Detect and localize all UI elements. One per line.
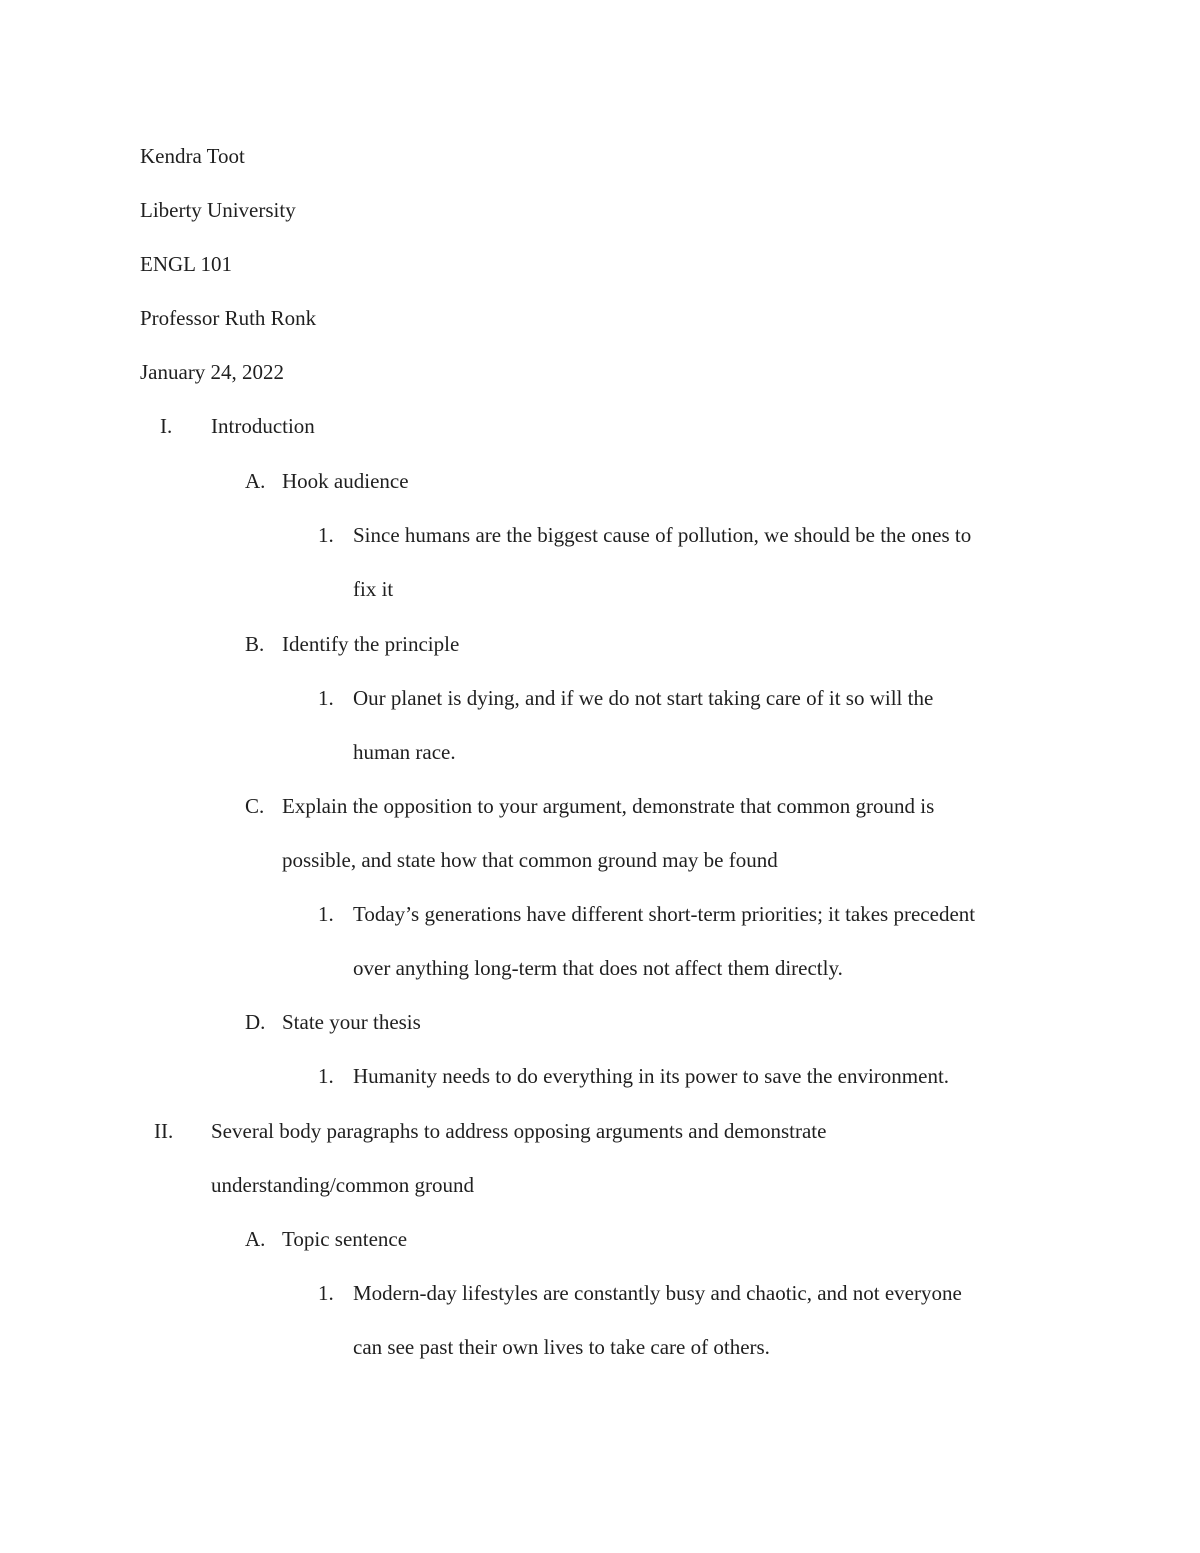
institution-name: Liberty University	[140, 198, 296, 222]
outline-point-text: fix it	[353, 577, 394, 601]
outline-point-text: Humanity needs to do everything in its power to save the environment.	[353, 1064, 950, 1088]
document-date: January 24, 2022	[140, 360, 285, 384]
section-heading: Several body paragraphs to address opposing arguments and demonstrate	[211, 1119, 827, 1143]
subsection-heading: Hook audience	[282, 469, 409, 493]
outline-point-text: Since humans are the biggest cause of pollution, we should be the ones to	[353, 523, 972, 547]
letter-marker: C.	[245, 794, 265, 818]
number-marker: 1.	[318, 686, 334, 710]
number-marker: 1.	[318, 1064, 334, 1088]
number-marker: 1.	[318, 902, 334, 926]
subsection-heading: Identify the principle	[282, 632, 460, 656]
letter-marker: D.	[245, 1010, 266, 1034]
outline-point-text: Our planet is dying, and if we do not start taking care of it so will the	[353, 686, 934, 710]
section-heading: Introduction	[211, 414, 315, 438]
outline-point-text: over anything long-term that does not affect them directly.	[353, 956, 843, 980]
number-marker: 1.	[318, 523, 334, 547]
subsection-heading: Topic sentence	[282, 1227, 408, 1251]
roman-numeral-marker: I.	[160, 414, 173, 438]
outline-point-text: human race.	[353, 740, 456, 764]
author-name: Kendra Toot	[140, 144, 245, 168]
subsection-heading: Explain the opposition to your argument, demonstrate that common ground is	[282, 794, 935, 818]
number-marker: 1.	[318, 1281, 334, 1305]
subsection-heading: State your thesis	[282, 1010, 421, 1034]
subsection-heading: possible, and state how that common ground may be found	[282, 848, 778, 872]
outline-point-text: can see past their own lives to take care of others.	[353, 1335, 770, 1359]
letter-marker: A.	[245, 1227, 266, 1251]
course-code: ENGL 101	[140, 252, 232, 276]
professor-name: Professor Ruth Ronk	[140, 306, 317, 330]
outline-point-text: Today’s generations have different short-term priorities; it takes precedent	[353, 902, 976, 926]
roman-numeral-marker: II.	[154, 1119, 174, 1143]
letter-marker: A.	[245, 469, 266, 493]
section-heading: understanding/common ground	[211, 1173, 475, 1197]
letter-marker: B.	[245, 632, 265, 656]
outline-point-text: Modern-day lifestyles are constantly busy and chaotic, and not everyone	[353, 1281, 962, 1305]
